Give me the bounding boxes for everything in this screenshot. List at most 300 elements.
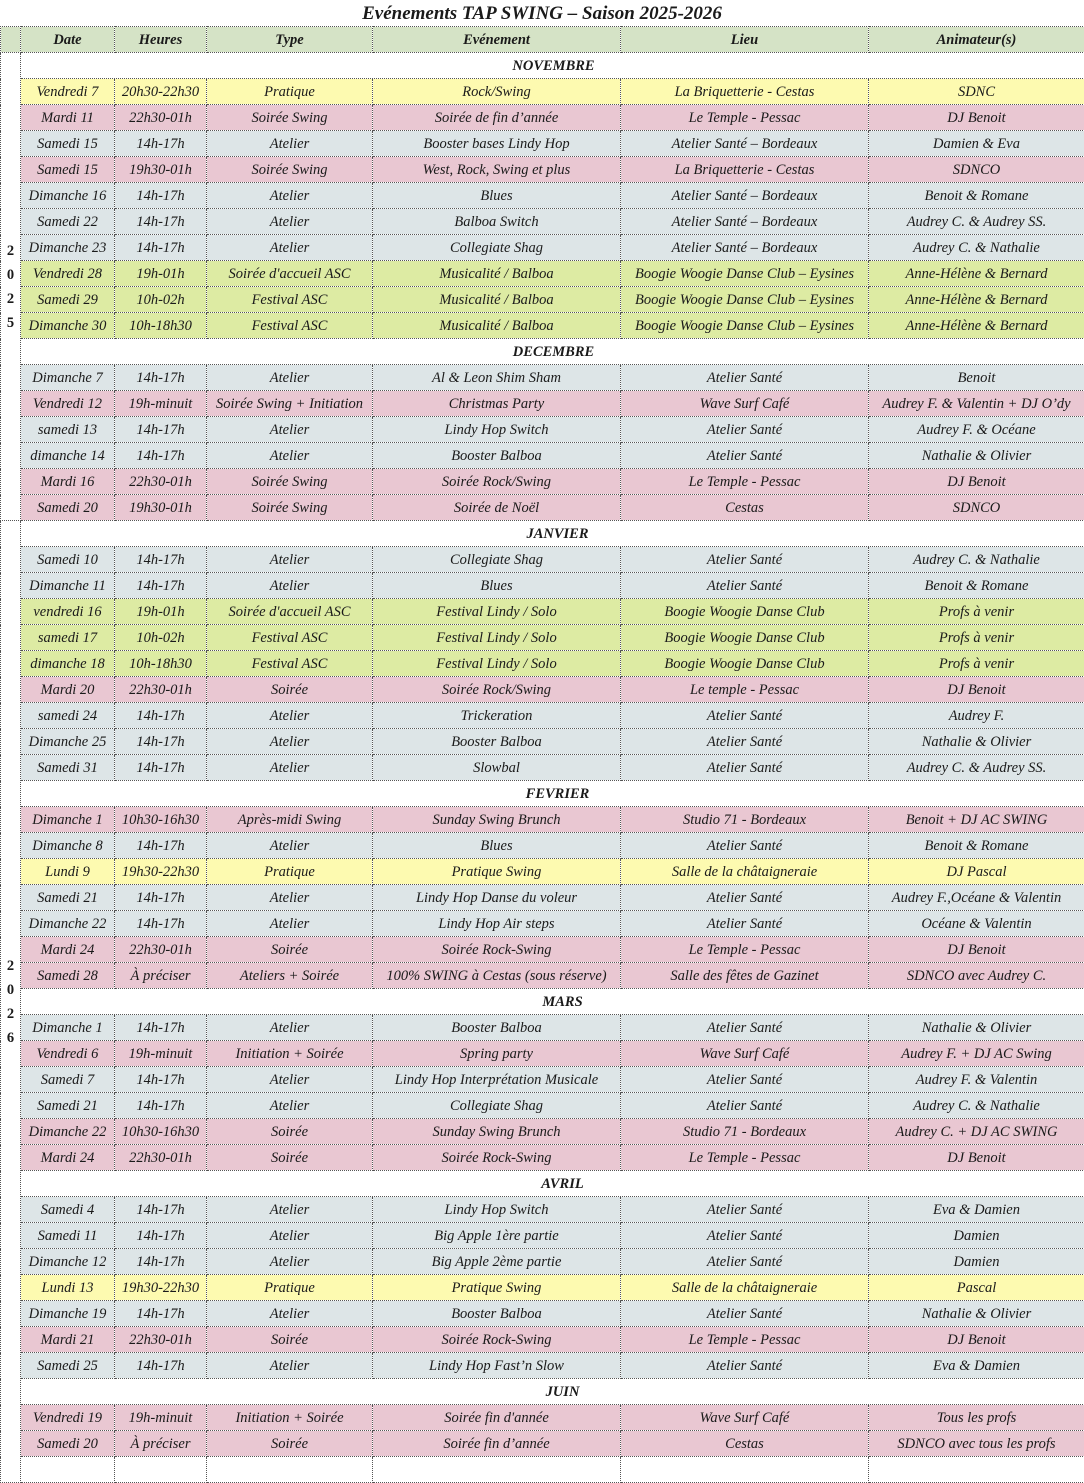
year-label [1,521,21,1483]
cell-animateurs: Anne-Hélène & Bernard [869,313,1084,339]
month-row [1,53,1084,79]
cell-type: Soirée Swing [207,157,373,183]
cell-type: Soirée [207,1431,373,1457]
cell-type: Soirée Swing [207,495,373,521]
cell-evenement: Lindy Hop Danse du voleur [373,885,621,911]
cell-lieu: Salle de la châtaigneraie [621,859,869,885]
cell-animateurs: Audrey F. & Océane [869,417,1084,443]
cell-type: Soirée [207,677,373,703]
cell-heures: 14h-17h [115,1015,207,1041]
cell-animateurs: Profs à venir [869,625,1084,651]
cell-lieu: Atelier Santé [621,573,869,599]
cell-lieu: Atelier Santé [621,1197,869,1223]
cell-lieu: Wave Surf Café [621,391,869,417]
cell-evenement: Booster Balboa [373,1015,621,1041]
cell-type: Soirée d'accueil ASC [207,599,373,625]
cell-heures: 14h-17h [115,911,207,937]
cell-animateurs: Nathalie & Olivier [869,1301,1084,1327]
cell-heures: 14h-17h [115,365,207,391]
cell-lieu: Atelier Santé – Bordeaux [621,235,869,261]
cell-date: Dimanche 7 [21,365,115,391]
cell-empty [21,1457,115,1483]
cell-animateurs: Eva & Damien [869,1197,1084,1223]
month-row [1,989,1084,1015]
cell-lieu: Le Temple - Pessac [621,469,869,495]
cell-empty [869,1457,1084,1483]
cell-animateurs: Audrey F. [869,703,1084,729]
cell-heures: 14h-17h [115,573,207,599]
cell-lieu: La Briquetterie - Cestas [621,157,869,183]
cell-evenement: Pratique Swing [373,859,621,885]
event-row [1,963,1084,989]
event-row [1,859,1084,885]
cell-type: Atelier [207,547,373,573]
cell-heures: 19h-minuit [115,1405,207,1431]
cell-animateurs: Audrey F. & Valentin + DJ O’dy [869,391,1084,417]
event-row [1,365,1084,391]
month-row [1,781,1084,807]
cell-date: Dimanche 1 [21,1015,115,1041]
cell-heures: 10h30-16h30 [115,1119,207,1145]
cell-evenement: Blues [373,573,621,599]
cell-animateurs: Nathalie & Olivier [869,1015,1084,1041]
cell-empty [621,1457,869,1483]
cell-animateurs: DJ Benoit [869,1145,1084,1171]
cell-lieu: Boogie Woogie Danse Club – Eysines [621,287,869,313]
month-row [1,521,1084,547]
cell-heures: À préciser [115,1431,207,1457]
event-row [1,1067,1084,1093]
cell-type: Pratique [207,859,373,885]
cell-lieu: Atelier Santé [621,1249,869,1275]
cell-type: Soirée [207,937,373,963]
year-digit: 0 [3,978,18,1002]
cell-lieu: Le Temple - Pessac [621,937,869,963]
cell-lieu: Atelier Santé [621,1093,869,1119]
cell-lieu: Atelier Santé – Bordeaux [621,183,869,209]
cell-type: Atelier [207,443,373,469]
cell-evenement: Festival Lindy / Solo [373,651,621,677]
cell-type: Soirée Swing [207,105,373,131]
month-row [1,1171,1084,1197]
cell-animateurs: DJ Benoit [869,677,1084,703]
cell-date: Vendredi 28 [21,261,115,287]
cell-date: samedi 24 [21,703,115,729]
cell-heures: 14h-17h [115,1067,207,1093]
cell-animateurs: SDNCO [869,157,1084,183]
cell-date: Samedi 29 [21,287,115,313]
cell-date: vendredi 16 [21,599,115,625]
cell-date: Samedi 22 [21,209,115,235]
cell-heures: 22h30-01h [115,677,207,703]
event-row [1,261,1084,287]
cell-evenement: Lindy Hop Switch [373,1197,621,1223]
cell-lieu: Atelier Santé [621,547,869,573]
cell-lieu: Atelier Santé [621,1353,869,1379]
cell-animateurs: Pascal [869,1275,1084,1301]
cell-date: Dimanche 12 [21,1249,115,1275]
cell-heures: 19h-minuit [115,391,207,417]
cell-date: Mardi 11 [21,105,115,131]
cell-date: Dimanche 23 [21,235,115,261]
month-label: AVRIL [21,1171,1084,1197]
cell-animateurs: Benoit [869,365,1084,391]
cell-evenement: Soirée fin d’année [373,1431,621,1457]
event-row [1,807,1084,833]
cell-date: Samedi 31 [21,755,115,781]
year-digit: 2 [3,1002,18,1026]
cell-lieu: Atelier Santé [621,755,869,781]
event-row [1,625,1084,651]
cell-evenement: Soirée Rock/Swing [373,469,621,495]
cell-animateurs: DJ Benoit [869,937,1084,963]
header-year-spacer [1,27,21,53]
cell-evenement: Slowbal [373,755,621,781]
cell-evenement: Booster bases Lindy Hop [373,131,621,157]
event-row [1,79,1084,105]
event-row [1,287,1084,313]
cell-heures: 22h30-01h [115,105,207,131]
cell-lieu: Atelier Santé [621,365,869,391]
cell-evenement: 100% SWING à Cestas (sous réserve) [373,963,621,989]
cell-lieu: Boogie Woogie Danse Club [621,651,869,677]
cell-animateurs: Eva & Damien [869,1353,1084,1379]
cell-heures: 22h30-01h [115,1327,207,1353]
cell-heures: 10h-02h [115,625,207,651]
cell-type: Atelier [207,729,373,755]
event-row [1,599,1084,625]
cell-lieu: Studio 71 - Bordeaux [621,807,869,833]
cell-date: Samedi 25 [21,1353,115,1379]
cell-heures: 14h-17h [115,885,207,911]
cell-heures: 22h30-01h [115,937,207,963]
cell-type: Festival ASC [207,313,373,339]
cell-heures: 10h30-16h30 [115,807,207,833]
cell-heures: 14h-17h [115,1249,207,1275]
month-row [1,339,1084,365]
cell-type: Atelier [207,235,373,261]
cell-evenement: Christmas Party [373,391,621,417]
event-row [1,495,1084,521]
month-label: JANVIER [21,521,1084,547]
event-row [1,1041,1084,1067]
cell-evenement: Festival Lindy / Solo [373,599,621,625]
cell-heures: 14h-17h [115,131,207,157]
cell-date: Lundi 13 [21,1275,115,1301]
cell-animateurs: Damien & Eva [869,131,1084,157]
cell-date: Dimanche 16 [21,183,115,209]
cell-evenement: Collegiate Shag [373,547,621,573]
cell-date: Vendredi 7 [21,79,115,105]
cell-heures: 14h-17h [115,443,207,469]
year-digit: 0 [3,263,18,287]
cell-evenement: Balboa Switch [373,209,621,235]
cell-date: Lundi 9 [21,859,115,885]
cell-lieu: Atelier Santé [621,1223,869,1249]
cell-date: Mardi 24 [21,937,115,963]
event-row [1,469,1084,495]
cell-heures: 14h-17h [115,417,207,443]
cell-date: Vendredi 19 [21,1405,115,1431]
cell-lieu: Cestas [621,495,869,521]
cell-lieu: Cestas [621,1431,869,1457]
cell-lieu: Le Temple - Pessac [621,1327,869,1353]
cell-heures: 19h-01h [115,261,207,287]
cell-animateurs: SDNCO avec tous les profs [869,1431,1084,1457]
event-row [1,1353,1084,1379]
cell-type: Atelier [207,183,373,209]
year-digit: 5 [3,311,18,335]
cell-animateurs: Audrey C. & Audrey SS. [869,755,1084,781]
cell-heures: 14h-17h [115,209,207,235]
cell-heures: 10h-02h [115,287,207,313]
cell-animateurs: Nathalie & Olivier [869,729,1084,755]
cell-lieu: Atelier Santé – Bordeaux [621,131,869,157]
cell-animateurs: Benoit & Romane [869,183,1084,209]
event-row [1,729,1084,755]
cell-animateurs: Tous les profs [869,1405,1084,1431]
cell-evenement: Sunday Swing Brunch [373,807,621,833]
cell-type: Soirée [207,1145,373,1171]
cell-heures: 19h30-01h [115,157,207,183]
cell-evenement: West, Rock, Swing et plus [373,157,621,183]
header-evenement: Evénement [373,27,621,53]
cell-animateurs: Audrey C. & Nathalie [869,547,1084,573]
cell-date: samedi 13 [21,417,115,443]
cell-type: Festival ASC [207,651,373,677]
header-date: Date [21,27,115,53]
cell-date: Mardi 21 [21,1327,115,1353]
cell-type: Atelier [207,755,373,781]
cell-type: Soirée d'accueil ASC [207,261,373,287]
cell-lieu: Boogie Woogie Danse Club – Eysines [621,261,869,287]
cell-animateurs: Benoit & Romane [869,573,1084,599]
cell-animateurs: DJ Benoit [869,1327,1084,1353]
event-row [1,885,1084,911]
cell-animateurs: Benoit & Romane [869,833,1084,859]
cell-evenement: Big Apple 1ère partie [373,1223,621,1249]
cell-heures: 14h-17h [115,833,207,859]
cell-heures: 14h-17h [115,547,207,573]
cell-lieu: La Briquetterie - Cestas [621,79,869,105]
cell-type: Atelier [207,1015,373,1041]
event-row [1,1275,1084,1301]
cell-date: Dimanche 11 [21,573,115,599]
cell-heures: 14h-17h [115,1353,207,1379]
cell-lieu: Atelier Santé [621,443,869,469]
cell-evenement: Musicalité / Balboa [373,313,621,339]
cell-heures: 22h30-01h [115,1145,207,1171]
cell-type: Atelier [207,1067,373,1093]
cell-animateurs: Nathalie & Olivier [869,443,1084,469]
cell-date: dimanche 14 [21,443,115,469]
cell-type: Soirée Swing [207,469,373,495]
event-row [1,651,1084,677]
event-row [1,313,1084,339]
month-row [1,1379,1084,1405]
cell-date: Samedi 21 [21,1093,115,1119]
header-animateurs: Animateur(s) [869,27,1084,53]
cell-animateurs: Damien [869,1223,1084,1249]
cell-type: Soirée Swing + Initiation [207,391,373,417]
cell-date: Dimanche 22 [21,1119,115,1145]
cell-evenement: Lindy Hop Interprétation Musicale [373,1067,621,1093]
cell-lieu: Atelier Santé [621,1301,869,1327]
cell-date: dimanche 18 [21,651,115,677]
cell-evenement: Lindy Hop Fast’n Slow [373,1353,621,1379]
cell-animateurs: Audrey F. & Valentin [869,1067,1084,1093]
cell-evenement: Blues [373,833,621,859]
cell-empty [373,1457,621,1483]
cell-evenement: Soirée Rock-Swing [373,1327,621,1353]
cell-animateurs: Audrey C. & Nathalie [869,235,1084,261]
cell-animateurs: DJ Pascal [869,859,1084,885]
cell-empty [207,1457,373,1483]
cell-type: Atelier [207,703,373,729]
cell-date: samedi 17 [21,625,115,651]
month-label: JUIN [21,1379,1084,1405]
cell-type: Atelier [207,131,373,157]
cell-animateurs: Océane & Valentin [869,911,1084,937]
cell-lieu: Atelier Santé [621,703,869,729]
cell-lieu: Atelier Santé [621,1015,869,1041]
cell-evenement: Big Apple 2ème partie [373,1249,621,1275]
cell-date: Mardi 16 [21,469,115,495]
cell-evenement: Booster Balboa [373,1301,621,1327]
cell-evenement: Musicalité / Balboa [373,261,621,287]
event-row [1,755,1084,781]
event-row [1,443,1084,469]
event-row [1,1015,1084,1041]
cell-empty [115,1457,207,1483]
cell-lieu: Boogie Woogie Danse Club [621,625,869,651]
cell-animateurs: SDNCO [869,495,1084,521]
cell-animateurs: Audrey C. + DJ AC SWING [869,1119,1084,1145]
cell-heures: 14h-17h [115,755,207,781]
cell-type: Atelier [207,911,373,937]
event-row [1,209,1084,235]
cell-heures: 19h30-22h30 [115,1275,207,1301]
cell-date: Dimanche 8 [21,833,115,859]
cell-lieu: Boogie Woogie Danse Club – Eysines [621,313,869,339]
cell-lieu: Atelier Santé [621,833,869,859]
cell-evenement: Sunday Swing Brunch [373,1119,621,1145]
cell-type: Atelier [207,1301,373,1327]
cell-type: Atelier [207,1353,373,1379]
cell-type: Atelier [207,1197,373,1223]
cell-type: Initiation + Soirée [207,1405,373,1431]
cell-type: Après-midi Swing [207,807,373,833]
cell-lieu: Studio 71 - Bordeaux [621,1119,869,1145]
cell-date: Dimanche 19 [21,1301,115,1327]
cell-lieu: Boogie Woogie Danse Club [621,599,869,625]
cell-animateurs: Anne-Hélène & Bernard [869,261,1084,287]
event-row [1,703,1084,729]
cell-evenement: Booster Balboa [373,729,621,755]
cell-type: Atelier [207,1249,373,1275]
cell-evenement: Festival Lindy / Solo [373,625,621,651]
header-lieu: Lieu [621,27,869,53]
cell-date: Samedi 4 [21,1197,115,1223]
cell-evenement: Pratique Swing [373,1275,621,1301]
event-row [1,1431,1084,1457]
event-row [1,937,1084,963]
event-row [1,1301,1084,1327]
cell-evenement: Rock/Swing [373,79,621,105]
cell-heures: 19h30-22h30 [115,859,207,885]
cell-evenement: Soirée Rock-Swing [373,1145,621,1171]
cell-lieu: Wave Surf Café [621,1405,869,1431]
month-label: DECEMBRE [21,339,1084,365]
cell-animateurs: Profs à venir [869,651,1084,677]
event-row [1,1197,1084,1223]
events-table [0,26,1084,1483]
event-row [1,417,1084,443]
cell-animateurs: Audrey F. + DJ AC Swing [869,1041,1084,1067]
cell-date: Samedi 21 [21,885,115,911]
cell-date: Mardi 20 [21,677,115,703]
page-title: Evénements TAP SWING – Saison 2025-2026 [0,2,1084,26]
event-row [1,235,1084,261]
cell-heures: 14h-17h [115,1223,207,1249]
cell-evenement: Soirée de Noël [373,495,621,521]
cell-animateurs: DJ Benoit [869,469,1084,495]
cell-animateurs: Audrey F.,Océane & Valentin [869,885,1084,911]
cell-lieu: Le temple - Pessac [621,677,869,703]
event-row [1,131,1084,157]
event-row [1,1145,1084,1171]
cell-date: Vendredi 12 [21,391,115,417]
event-row [1,183,1084,209]
event-row [1,677,1084,703]
cell-animateurs: SDNCO avec Audrey C. [869,963,1084,989]
cell-heures: 14h-17h [115,1093,207,1119]
cell-date: Samedi 7 [21,1067,115,1093]
cell-evenement: Spring party [373,1041,621,1067]
cell-heures: 19h-01h [115,599,207,625]
cell-animateurs: Profs à venir [869,599,1084,625]
cell-type: Atelier [207,209,373,235]
cell-date: Vendredi 6 [21,1041,115,1067]
cell-lieu: Atelier Santé [621,1067,869,1093]
cell-date: Dimanche 1 [21,807,115,833]
event-row [1,1223,1084,1249]
cell-lieu: Atelier Santé [621,729,869,755]
cell-evenement: Collegiate Shag [373,1093,621,1119]
event-row [1,1249,1084,1275]
event-row [1,1093,1084,1119]
cell-animateurs: Audrey C. & Nathalie [869,1093,1084,1119]
cell-date: Dimanche 30 [21,313,115,339]
cell-heures: 14h-17h [115,729,207,755]
cell-heures: À préciser [115,963,207,989]
event-row [1,1119,1084,1145]
year-digit: 2 [3,239,18,263]
cell-type: Atelier [207,573,373,599]
cell-type: Initiation + Soirée [207,1041,373,1067]
cell-evenement: Lindy Hop Air steps [373,911,621,937]
cell-date: Samedi 11 [21,1223,115,1249]
cell-heures: 14h-17h [115,235,207,261]
cell-date: Samedi 28 [21,963,115,989]
cell-lieu: Wave Surf Café [621,1041,869,1067]
cell-animateurs: Damien [869,1249,1084,1275]
cell-type: Atelier [207,365,373,391]
event-row [1,911,1084,937]
cell-animateurs: SDNC [869,79,1084,105]
header-heures: Heures [115,27,207,53]
event-row [1,547,1084,573]
